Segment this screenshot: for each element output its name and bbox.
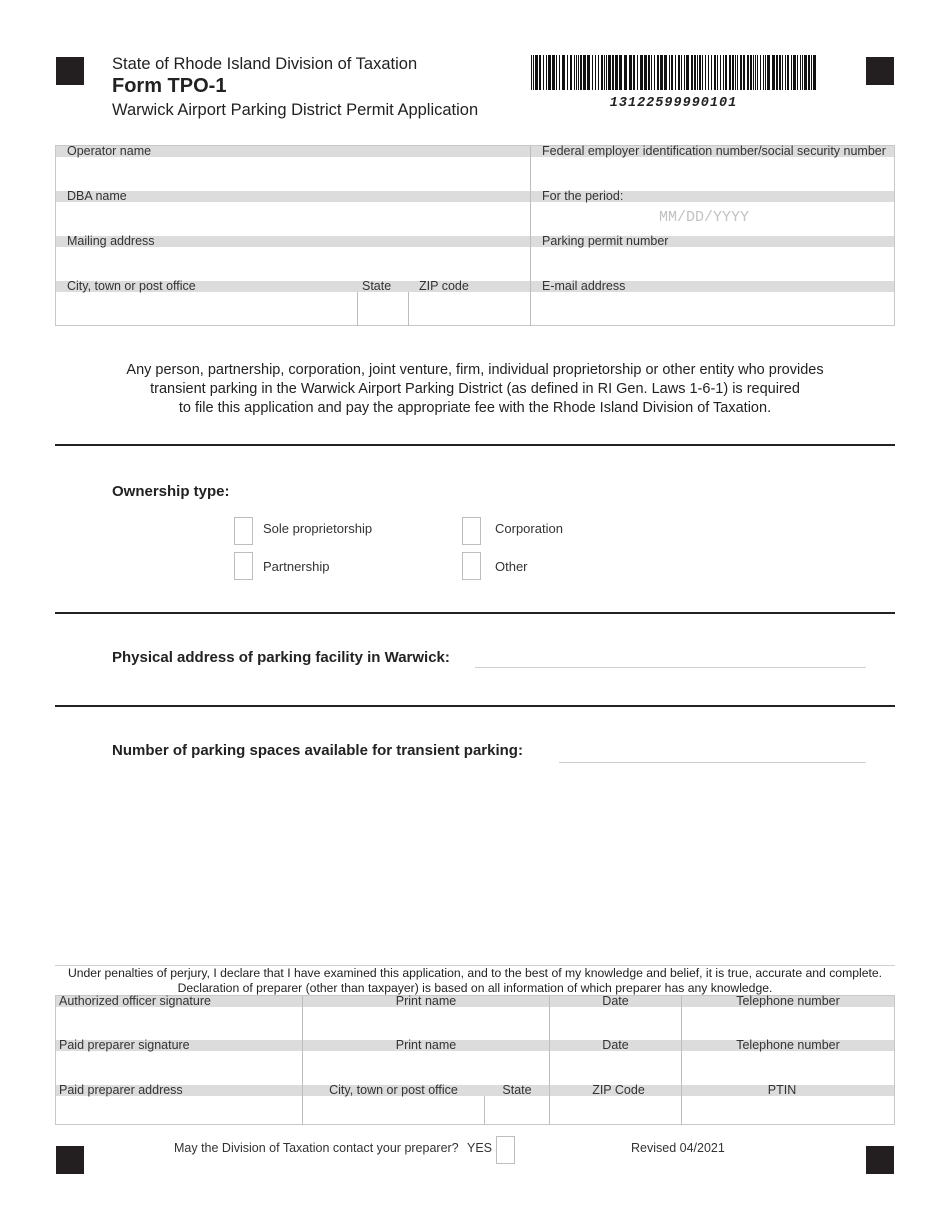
date-label-1: Date (602, 994, 629, 1008)
ownership-title: Ownership type: (112, 483, 230, 500)
preparer-state-label: State (502, 1083, 532, 1097)
form-title: Warwick Airport Parking District Permit Application (112, 101, 479, 119)
registration-mark-bottom-right (866, 1146, 894, 1174)
preparer-zip-label: ZIP Code (592, 1083, 645, 1097)
preparer-zip-field[interactable] (550, 1097, 681, 1124)
section-rule (55, 612, 895, 614)
date-field-1[interactable] (550, 1008, 681, 1040)
other-label: Other (495, 559, 528, 574)
form-id: Form TPO-1 (112, 75, 227, 97)
paid-preparer-address-label: Paid preparer address (59, 1083, 183, 1097)
instructions (55, 361, 895, 418)
yes-label: YES (467, 1141, 493, 1155)
dba-name-field[interactable] (56, 203, 529, 235)
print-name-label-2: Print name (395, 1038, 457, 1052)
period-label: For the period: (542, 189, 624, 203)
print-name-field-2[interactable] (303, 1052, 549, 1084)
registration-mark-top-left (56, 57, 84, 85)
sole-proprietorship-label: Sole proprietorship (263, 521, 373, 536)
registration-mark-top-right (866, 57, 894, 85)
email-field[interactable] (531, 293, 894, 325)
barcode (531, 55, 816, 90)
telephone-field-1[interactable] (682, 1008, 894, 1040)
facility-address-question: Physical address of parking facility in Warwick: (112, 649, 450, 666)
corporation-label: Corporation (495, 521, 563, 536)
fein-label: Federal employer identification number/social security number (542, 144, 886, 158)
operator-name-field[interactable] (56, 158, 529, 190)
declaration-line-2: Declaration of preparer (other than taxpayer) is based on all information of which preparer has any knowledge. (177, 980, 773, 995)
email-label: E-mail address (542, 279, 626, 293)
instructions-line-3: to file this application and pay the appropriate fee with the Rhode Island Division of Taxation. (178, 400, 772, 416)
preparer-city-field[interactable] (303, 1097, 484, 1124)
revised-date: Revised 04/2021 (631, 1141, 725, 1155)
declaration (55, 966, 895, 995)
preparer-state-field[interactable] (485, 1097, 549, 1124)
ptin-label: PTIN (767, 1083, 797, 1097)
telephone-field-2[interactable] (682, 1052, 894, 1084)
permit-number-label: Parking permit number (542, 234, 669, 248)
instructions-line-1: Any person, partnership, corporation, joint venture, firm, individual proprietorship or other entity who provides (126, 362, 824, 378)
paid-preparer-signature-label: Paid preparer signature (59, 1038, 190, 1052)
band-row-3 (56, 236, 894, 247)
fein-field[interactable] (531, 158, 894, 190)
ptin-field[interactable] (682, 1097, 894, 1124)
permit-number-field[interactable] (531, 248, 894, 280)
paid-preparer-signature-field[interactable] (56, 1052, 302, 1084)
paid-preparer-address-field[interactable] (56, 1097, 302, 1124)
contact-preparer-question: May the Division of Taxation contact your preparer? (174, 1141, 459, 1155)
date-label-2: Date (602, 1038, 629, 1052)
preparer-city-label: City, town or post office (329, 1083, 458, 1097)
section-rule (55, 705, 895, 707)
instructions-line-2: transient parking in the Warwick Airport Parking District (as defined in RI Gen. Laws 1-6-1) is required (150, 381, 800, 397)
city-field[interactable] (56, 293, 356, 325)
telephone-label-2: Telephone number (736, 1038, 840, 1052)
partnership-checkbox[interactable] (234, 552, 253, 580)
period-placeholder: MM/DD/YYYY (659, 209, 750, 226)
other-checkbox[interactable] (462, 552, 481, 580)
sole-proprietorship-checkbox[interactable] (234, 517, 253, 545)
mailing-address-field[interactable] (56, 248, 529, 280)
state-field[interactable] (358, 293, 407, 325)
facility-address-input[interactable] (475, 667, 866, 668)
authorized-officer-signature-field[interactable] (56, 1008, 302, 1040)
corporation-checkbox[interactable] (462, 517, 481, 545)
print-name-label-1: Print name (395, 994, 457, 1008)
parking-spaces-input[interactable] (559, 762, 866, 763)
print-name-field-1[interactable] (303, 1008, 549, 1040)
partnership-label: Partnership (263, 559, 330, 574)
period-field[interactable] (531, 203, 894, 235)
city-label: City, town or post office (67, 279, 196, 293)
mailing-address-label: Mailing address (67, 234, 155, 248)
zip-label: ZIP code (419, 279, 469, 293)
operator-name-label: Operator name (67, 144, 152, 158)
telephone-label-1: Telephone number (736, 994, 840, 1008)
agency-name: State of Rhode Island Division of Taxation (112, 55, 418, 73)
state-label: State (362, 279, 392, 293)
registration-mark-bottom-left (56, 1146, 84, 1174)
zip-field[interactable] (409, 293, 529, 325)
band-row-2 (56, 191, 894, 202)
section-rule (55, 444, 895, 446)
authorized-officer-signature-label: Authorized officer signature (59, 994, 211, 1008)
parking-spaces-question: Number of parking spaces available for transient parking: (112, 742, 523, 759)
barcode-number: 13122599990101 (609, 96, 738, 111)
declaration-line-1: Under penalties of perjury, I declare that I have examined this application, and to the best of my knowledge and belief, it is true, accurate and complete. (67, 966, 883, 980)
dba-name-label: DBA name (67, 189, 127, 203)
contact-preparer-yes-checkbox[interactable] (496, 1136, 515, 1164)
date-field-2[interactable] (550, 1052, 681, 1084)
